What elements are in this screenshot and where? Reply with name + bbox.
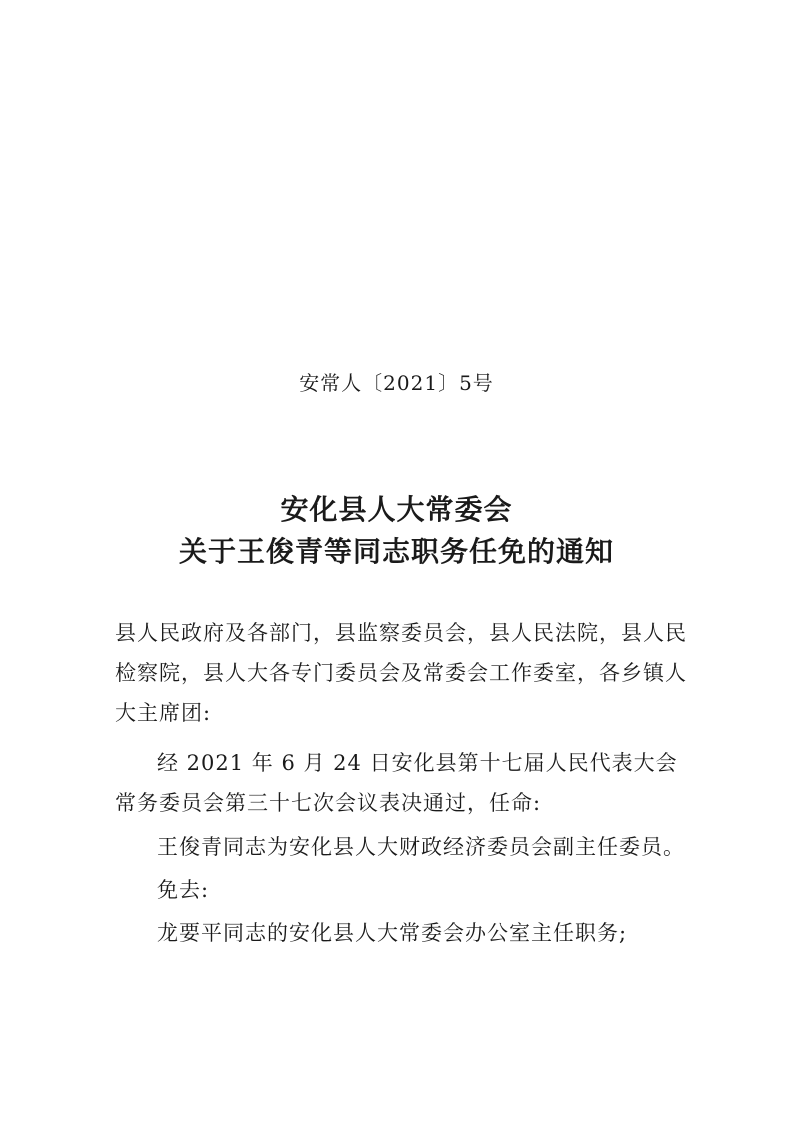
- document-title-line-1: 安化县人大常委会: [280, 493, 513, 526]
- document-title-line-2: 关于王俊青等同志职务任免的通知: [178, 535, 614, 568]
- addressee-paragraph: 县人民政府及各部门，县监察委员会，县人民法院，县人民检察院，县人大各专门委员会及常委会工作委室，各乡镇人大主席团:: [115, 621, 687, 725]
- document-number: 安常人〔2021〕5号: [299, 371, 494, 395]
- dismissal-item: 龙要平同志的安化县人大常委会办公室主任职务;: [157, 921, 628, 945]
- resolution-paragraph: 经 2021 年 6 月 24 日安化县第十七届人民代表大会常务委员会第三十七次会议表决通过，任命:: [115, 751, 678, 815]
- dismissal-label: 免去:: [157, 878, 210, 902]
- appointment-line: 王俊青同志为安化县人大财政经济委员会副主任委员。: [157, 835, 685, 859]
